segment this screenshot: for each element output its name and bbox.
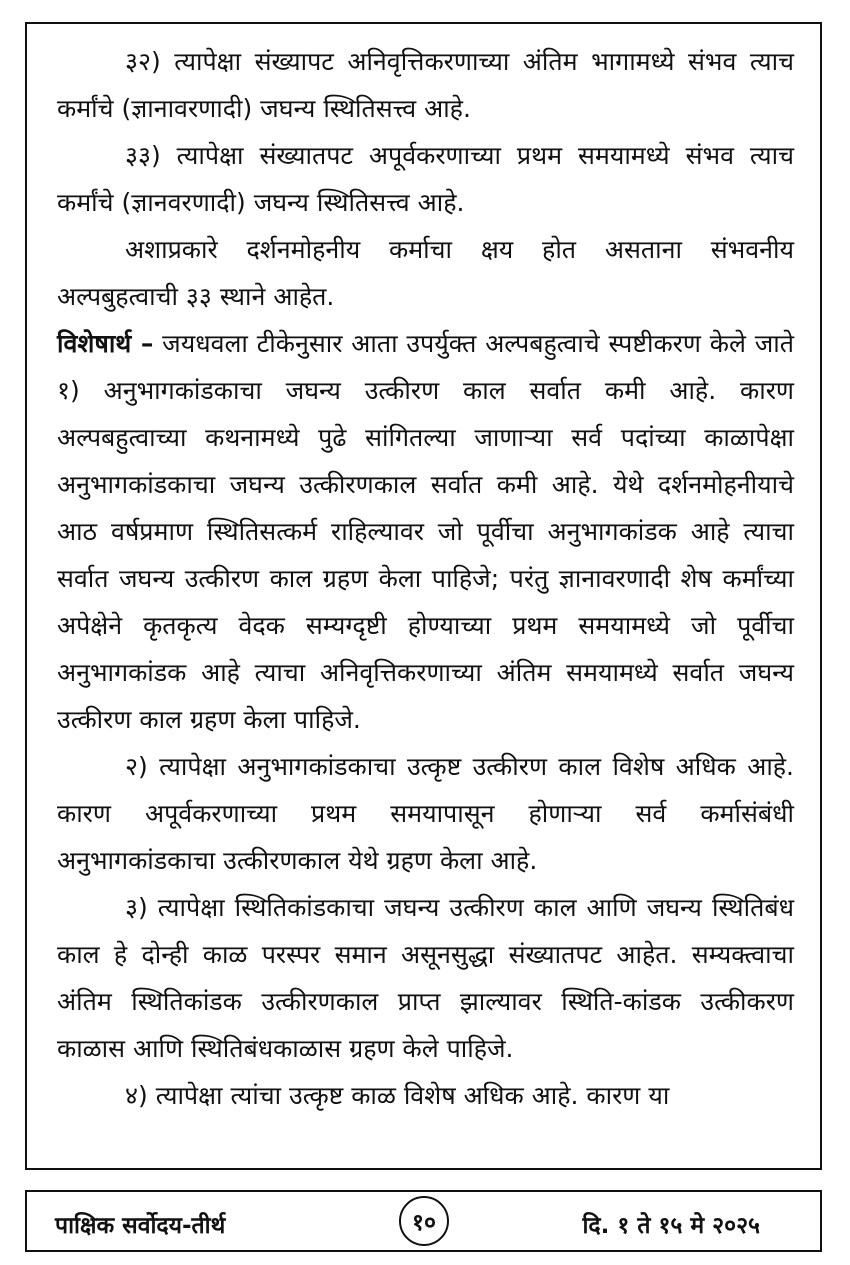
- paragraph-32: ३२) त्यापेक्षा संख्यापट अनिवृत्तिकरणाच्या अंतिम भागामध्ये संभव त्याच कर्मांचे (ज्ञानावरणादी) जघन्य स्थितिसत्त्व आहे.: [57, 47, 794, 123]
- issue-date: दि. १ ते १५ मे २०२५: [582, 1213, 760, 1239]
- footer: [25, 1190, 822, 1252]
- page-number: १०: [412, 1210, 436, 1236]
- paragraph-4: ४) त्यापेक्षा त्यांचा उत्कृष्ट काळ विशेष अधिक आहे. कारण या: [125, 1081, 670, 1110]
- page-number-badge: [399, 1196, 449, 1246]
- magazine-title: पाक्षिक सर्वोदय-तीर्थ: [55, 1213, 226, 1239]
- paragraph-vishesharth: [57, 320, 794, 743]
- paragraph-3: ३) त्यापेक्षा स्थितिकांडकाचा जघन्य उत्कीरण काल आणि जघन्य स्थितिबंध काल हे दोन्ही काळ परस्पर समान असूनसुद्धा संख्यातपट आहेत. सम्यक्त्वाचा अंतिम स्थितिकांडक उत्कीरणकाल प्राप्त झाल्यावर स्थिति-कांडक उत्कीकरण काळास आणि स्थितिबंधकाळास ग्रहण केले पाहिजे.: [57, 893, 794, 1063]
- vishesharth-label: विशेषार्थ –: [57, 329, 154, 358]
- page-frame: [25, 22, 822, 1170]
- paragraph-33: ३३) त्यापेक्षा संख्यातपट अपूर्वकरणाच्या प्रथम समयामध्ये संभव त्याच कर्मांचे (ज्ञानवरणादी) जघन्य स्थितिसत्त्व आहे.: [57, 141, 794, 217]
- paragraph-2: २) त्यापेक्षा अनुभागकांडकाचा उत्कृष्ट उत्कीरण काल विशेष अधिक आहे. कारण अपूर्वकरणाच्या प्रथम समयापासून होणाऱ्या सर्व कर्मासंबंधी अनुभागकांडकाचा उत्कीरणकाल येथे ग्रहण केला आहे.: [57, 752, 794, 875]
- vishesharth-text: जयधवला टीकेनुसार आता उपर्युक्त अल्पबहुत्वाचे स्पष्टीकरण केले जाते १) अनुभागकांडकाचा जघन्य उत्कीरण काल सर्वात कमी आहे. कारण अल्पबहुत्वाच्या कथनामध्ये पुढे सांगितल्या जाणाऱ्या सर्व पदांच्या काळापेक्षा अनुभागकांडकाचा जघन्य उत्कीरणकाल सर्वात कमी आहे. येथे दर्शनमोहनीयाचे आठ वर्षप्रमाण स्थितिसत्कर्म राहिल्यावर जो पूर्वीचा अनुभागकांडक आहे त्याचा सर्वात जघन्य उत्कीरण काल ग्रहण केला पाहिजे; परंतु ज्ञानावरणादी शेष कर्मांच्या अपेक्षेने कृतकृत्य वेदक सम्यग्दृष्टी होण्याच्या प्रथम समयामध्ये जो पूर्वीचा अनुभागकांडक आहे त्याचा अनिवृत्तिकरणाच्या अंतिम समयामध्ये सर्वात जघन्य उत्कीरण काल ग्रहण केला पाहिजे.: [57, 329, 794, 734]
- paragraph-summary: अशाप्रकारे दर्शनमोहनीय कर्माचा क्षय होत असताना संभवनीय अल्पबुहत्वाची ३३ स्थाने आहेत.: [57, 235, 794, 311]
- body-text: [57, 38, 794, 1119]
